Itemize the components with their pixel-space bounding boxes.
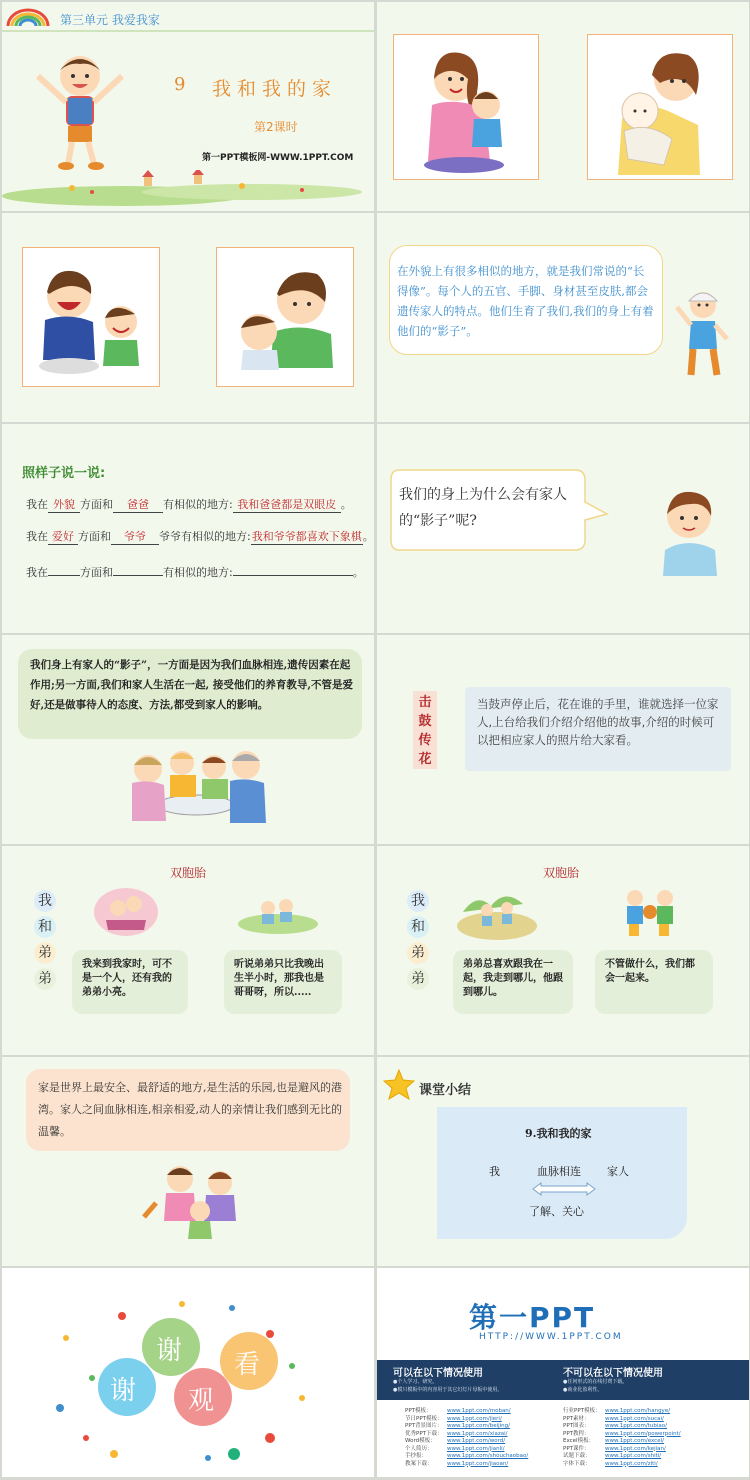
summary-right: 家人	[607, 1165, 629, 1178]
link-row	[405, 1438, 528, 1446]
link-row	[405, 1446, 528, 1454]
link-url[interactable]: www.1ppt.com/beijing/	[447, 1423, 511, 1429]
twins-card-1: 我来到我家时，可不是一个人，还有我的弟弟小亮。	[72, 950, 188, 1014]
link-row	[563, 1416, 681, 1424]
link-url[interactable]: www.1ppt.com/hangye/	[605, 1408, 671, 1414]
link-url[interactable]: www.1ppt.com/jianli/	[447, 1445, 505, 1452]
summary-middle: 血脉相连	[537, 1165, 581, 1178]
link-label: Word模板：	[405, 1438, 436, 1444]
slide-photos-mother	[377, 2, 749, 211]
link-url[interactable]: www.1ppt.com/shouchaobao/	[447, 1453, 529, 1459]
link-row	[405, 1408, 528, 1416]
link-url[interactable]: www.1ppt.com/xiazai/	[447, 1430, 508, 1437]
twins-card-1: 弟弟总喜欢跟我在一起，我走到哪儿，他跟到哪儿。	[453, 950, 573, 1014]
double-arrow-icon	[531, 1181, 597, 1197]
line3-prefix: 我在	[26, 566, 48, 579]
cannot-use-title: 不可以在以下情况使用	[563, 1368, 663, 1379]
line2-mid: 方面和	[78, 530, 111, 543]
slide-summary	[377, 1057, 749, 1266]
lesson-period: 第2课时	[254, 120, 298, 134]
practice-line-2	[26, 528, 374, 545]
link-label: PPT素材：	[563, 1415, 590, 1422]
slide-family-influence	[2, 635, 374, 844]
link-row	[563, 1423, 681, 1431]
unit-title: 第三单元 我爱我家	[60, 13, 160, 27]
link-label: 优秀PPT下载：	[405, 1430, 443, 1437]
slide-title	[2, 2, 374, 211]
practice-line-3	[26, 564, 364, 580]
can-use-title: 可以在以下情况使用	[393, 1368, 483, 1379]
can-use-item-2: ●模只模板中的内容用于其它幻灯片母板中使用。	[393, 1387, 503, 1393]
slide-copyright	[377, 1268, 749, 1477]
link-row	[563, 1438, 681, 1446]
brand-logo: 第一PPT	[469, 1301, 596, 1334]
tag-char-2: 鼓	[418, 714, 432, 729]
link-url[interactable]: www.1ppt.com/tubiao/	[605, 1423, 667, 1429]
link-label: PPT模板：	[405, 1408, 432, 1414]
links-right	[563, 1408, 681, 1468]
slide-pass-the-flower	[377, 635, 749, 844]
side-char-1: 我	[34, 890, 56, 912]
mother-hug-illustration	[394, 35, 538, 179]
line2-person: 爷爷	[111, 528, 159, 545]
twins-title: 双胞胎	[170, 866, 207, 880]
line1-answer: 我和爸爸都是双眼皮	[233, 496, 341, 513]
link-row	[405, 1453, 528, 1461]
side-char-3: 弟	[407, 942, 429, 964]
link-label: 节日PPT模板：	[405, 1415, 443, 1422]
girl-illustration	[655, 484, 725, 584]
tag-char-4: 花	[418, 752, 432, 767]
link-url[interactable]: www.1ppt.com/word/	[447, 1438, 506, 1444]
game-tag	[413, 691, 437, 769]
family-table-illustration	[122, 743, 272, 833]
twins-grass-illustration	[236, 890, 320, 936]
brand-url: HTTP://WWW.1PPT.COM	[479, 1332, 623, 1342]
twins-card-2: 听说弟弟只比我晚出生半小时，那我也是哥哥呀，所以.....	[224, 950, 342, 1014]
line2-aspect: 爱好	[48, 528, 78, 545]
line3-blank-answer[interactable]	[233, 564, 353, 576]
line3-end: 。	[352, 566, 364, 579]
family-running-illustration	[142, 1159, 246, 1251]
links-left	[405, 1408, 528, 1468]
link-row	[405, 1461, 528, 1469]
thanks-char-4: 看	[234, 1350, 261, 1380]
line3-mid: 方面和	[80, 566, 113, 579]
twins-crib-illustration	[90, 882, 160, 938]
practice-line-1	[26, 496, 352, 513]
site-url: 第一PPT模板网-WWW.1PPT.COM	[202, 153, 354, 163]
practice-heading: 照样子说一说:	[22, 466, 106, 481]
photo-mother-baby	[587, 34, 733, 180]
link-label: PPT教程：	[563, 1430, 590, 1437]
link-url[interactable]: www.1ppt.com/excel/	[605, 1438, 664, 1444]
line1-person: 爸爸	[113, 496, 163, 513]
line2-similar: 爷爷有相似的地方:	[159, 530, 251, 543]
thanks-char-2: 谢	[156, 1336, 183, 1366]
line2-end: 。	[362, 530, 374, 543]
link-label: 手抄报：	[405, 1453, 428, 1459]
lesson-number: 9	[174, 74, 189, 95]
summary-title: 9.我和我的家	[525, 1127, 592, 1140]
twins-card-2: 不管做什么，我们都会一起来。	[595, 950, 713, 1014]
link-label: Excel模板：	[563, 1438, 595, 1444]
link-row	[563, 1446, 681, 1454]
grass-decoration	[2, 170, 374, 211]
star-icon	[383, 1069, 415, 1101]
link-row	[563, 1431, 681, 1439]
link-row	[405, 1423, 528, 1431]
line3-blank-aspect[interactable]	[48, 564, 80, 576]
slide-thanks	[2, 1268, 374, 1477]
cannot-use-item-1: ●任何形式的在线付费下载。	[563, 1379, 628, 1385]
lesson-title: 我和我的家	[212, 78, 338, 100]
line1-similar: 有相似的地方:	[163, 498, 233, 511]
link-url[interactable]: www.1ppt.com/sucai/	[605, 1415, 664, 1422]
twins-walking-illustration	[457, 882, 539, 942]
slide-twins-1	[2, 846, 374, 1055]
side-char-3: 弟	[34, 942, 56, 964]
line1-mid: 方面和	[80, 498, 113, 511]
slide-resemblance-explanation	[377, 213, 749, 422]
link-label: 个人简历：	[405, 1445, 433, 1452]
tag-char-1: 击	[418, 695, 432, 710]
link-row	[405, 1416, 528, 1424]
link-row	[405, 1431, 528, 1439]
summary-left: 我	[489, 1165, 500, 1178]
slide-home-warmth	[2, 1057, 374, 1266]
waving-kid-illustration	[673, 287, 733, 387]
summary-heading: 课堂小结	[419, 1083, 472, 1098]
side-char-1: 我	[407, 890, 429, 912]
line1-aspect: 外貌	[48, 496, 80, 513]
link-label: PPT图表：	[563, 1423, 590, 1429]
line1-end: 。	[340, 498, 352, 511]
side-char-2: 和	[407, 916, 429, 938]
slide-photos-father	[2, 213, 374, 422]
link-row	[563, 1461, 681, 1469]
photo-mother-child	[393, 34, 539, 180]
cannot-use-item-2: ●商业化盈利性。	[563, 1387, 603, 1393]
slide-fill-in-practice	[2, 424, 374, 633]
line3-similar: 有相似的地方:	[163, 566, 233, 579]
question-text: 我们的身上为什么会有家人的“影子”呢?	[399, 487, 567, 529]
link-label: 试题下载：	[563, 1453, 591, 1459]
twins-gift-illustration	[621, 884, 679, 940]
father-son-laughing-illustration	[23, 248, 159, 386]
line3-blank-person[interactable]	[113, 564, 163, 576]
home-text: 家是世界上最安全、最舒适的地方,是生活的乐园,也是避风的港湾。家人之间血脉相连,相亲相爱,动人的亲情让我们感到无比的温馨。	[38, 1081, 342, 1138]
game-rules-text: 当鼓声停止后，花在谁的手里，谁就选择一位家人,上台给我们介绍介绍他的故事,介绍的时候可以把相应家人的照片给大家看。	[477, 697, 719, 747]
can-use-item-1: ●个人学习、研究。	[393, 1379, 438, 1385]
tag-char-3: 传	[418, 733, 432, 748]
link-url[interactable]: www.1ppt.com/jiaoan/	[447, 1460, 509, 1467]
link-label: 字体下载：	[563, 1460, 591, 1467]
link-row	[563, 1408, 681, 1416]
side-char-2: 和	[34, 916, 56, 938]
twins-title: 双胞胎	[543, 866, 580, 880]
resemblance-text: 在外貌上有很多相似的地方，就是我们常说的“长得像”。每个人的五官、手脚、身材甚至皮肤,都会遗传家人的特点。他们生育了我们,我们的身上有着他们的“影子”。	[397, 264, 654, 338]
header-divider	[2, 30, 374, 32]
rainbow-icon	[6, 8, 50, 28]
slide-twins-2	[377, 846, 749, 1055]
link-url[interactable]: www.1ppt.com/ziti/	[605, 1460, 658, 1467]
side-char-4: 弟	[407, 968, 429, 990]
link-label: PPT背景图片：	[405, 1423, 443, 1429]
thanks-char-1: 谢	[110, 1376, 137, 1406]
thanks-char-3: 观	[188, 1386, 215, 1416]
link-label: PPT课件：	[563, 1445, 590, 1452]
link-url[interactable]: www.1ppt.com/jieri/	[447, 1415, 502, 1422]
line2-answer: 我和爷爷都喜欢下象棋	[251, 530, 362, 543]
link-url[interactable]: www.1ppt.com/kejian/	[605, 1445, 666, 1452]
link-url[interactable]: www.1ppt.com/moban/	[447, 1408, 511, 1414]
boy-illustration	[30, 46, 130, 176]
link-label: 教案下载：	[405, 1460, 433, 1467]
link-label: 行业PPT模板：	[563, 1408, 601, 1414]
slide-question	[377, 424, 749, 633]
line2-prefix: 我在	[26, 530, 48, 543]
father-hug-illustration	[217, 248, 353, 386]
link-row	[563, 1453, 681, 1461]
link-url[interactable]: www.1ppt.com/shiti/	[605, 1453, 662, 1459]
photo-father-son-hug	[216, 247, 354, 387]
link-url[interactable]: www.1ppt.com/powerpoint/	[605, 1430, 681, 1437]
line1-prefix: 我在	[26, 498, 48, 511]
side-char-4: 弟	[34, 968, 56, 990]
mother-baby-illustration	[588, 35, 732, 179]
summary-bottom: 了解、关心	[529, 1205, 584, 1218]
influence-text: 我们身上有家人的“影子”，一方面是因为我们血脉相连,遗传因素在起作用;另一方面,我们和家人生活在一起, 接受他们的养育教导,不管是爱好,还是做事待人的态度、方法,都受到家人的影响。	[30, 659, 353, 711]
photo-father-son	[22, 247, 160, 387]
